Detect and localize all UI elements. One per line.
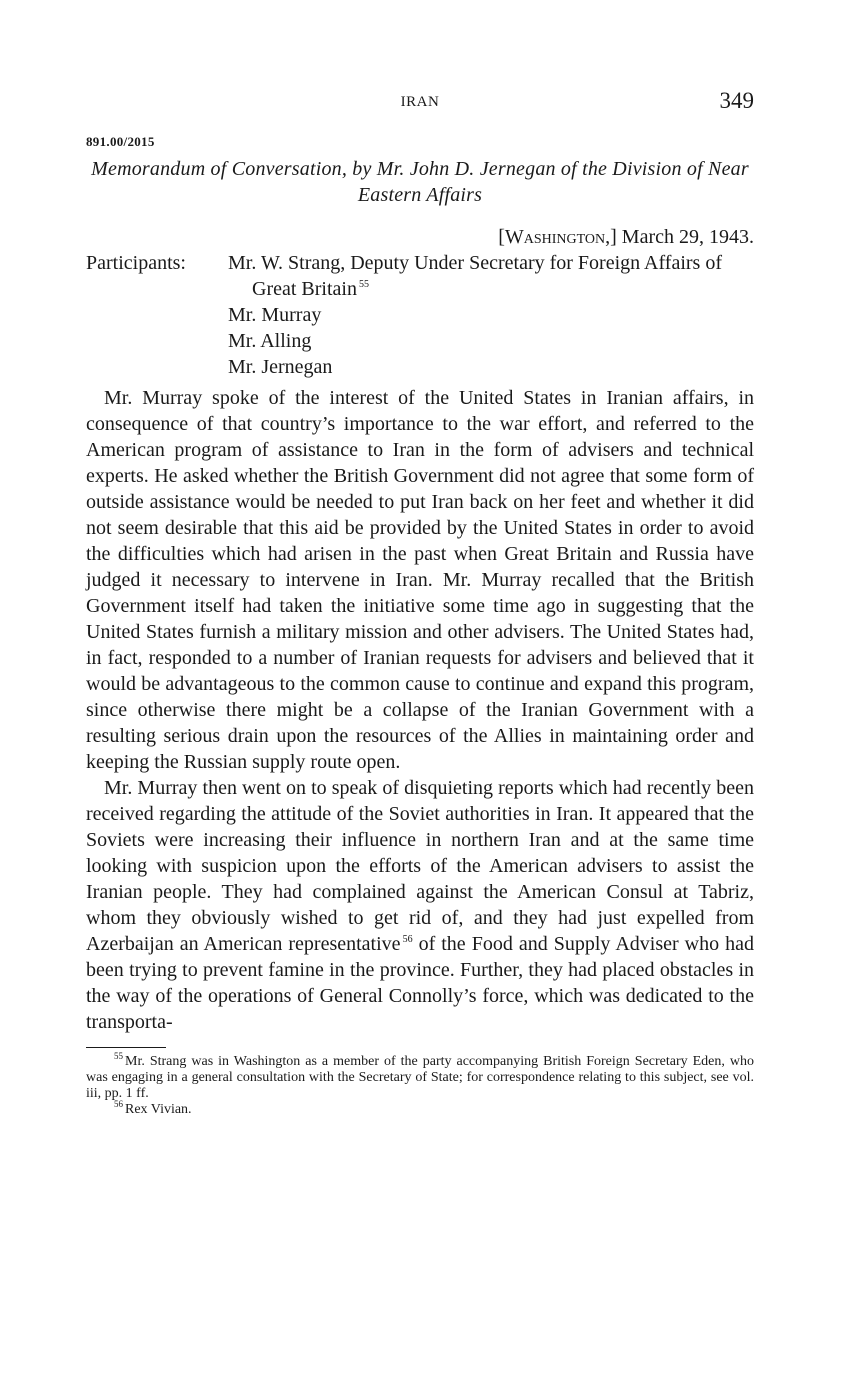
document-title: Memorandum of Conversation, by Mr. John D. Jernegan of the Division of Near Eastern Affairs (91, 158, 749, 206)
memorandum-body (86, 385, 754, 1035)
dateline-date: March 29, 1943. (621, 226, 754, 248)
participants-block (86, 250, 754, 380)
participant-entry: Mr. Jernegan (228, 356, 333, 378)
footnote-text: Mr. Strang was in Washington as a member of the party accompanying British Foreign Secretary Eden, who was engaging in a general consultation with the Secretary of State; for correspondence relating to this subject, see vol. iii, pp. 1 ff. (86, 1054, 754, 1101)
footnote (86, 1051, 754, 1102)
footnote-mark: 56 (114, 1099, 123, 1110)
running-title: IRAN (400, 94, 440, 110)
paragraph-text: Mr. Murray then went on to speak of disquieting reports which had recently been received regarding the attitude of the Soviet authorities in Iran. It appeared that the Soviets were increasing their influence in northern Iran and at the same time looking with suspicion upon the efforts of the American advisers to assist the Iranian people. They had complained against the American Consul at Tabriz, whom they obviously wished to get rid of, and they had just expelled from Azerbaijan an American representative (86, 777, 754, 955)
footnote-reference: 55 (358, 279, 369, 291)
participant-entry (228, 250, 754, 302)
participant-name: Mr. W. Strang, Deputy Under Secretary for Foreign Affairs of Great Britain (228, 252, 722, 300)
participant-entry: Mr. Murray (228, 304, 322, 326)
dateline (86, 224, 754, 250)
file-number: 891.00/2015 (86, 134, 155, 149)
body-paragraph (86, 775, 754, 1035)
footnote-text: Rex Vivian. (125, 1102, 192, 1117)
participants-list (228, 250, 754, 380)
body-paragraph: Mr. Murray spoke of the interest of the United States in Iranian affairs, in consequence of that country’s importance to the war effort, and referred to the American program of assistance to Iran in the form of advisers and technical experts. He asked whether the British Government did not agree that some form of outside assistance would be needed to put Iran back on her feet and whether it did not seem desirable that this aid be provided by the United States in order to avoid the difficulties which had arisen in the past when Great Britain and Russia have judged it necessary to intervene in Iran. Mr. Murray recalled that the British Government itself had taken the initiative some time ago in suggesting that the United States furnish a military mission and other advisers. The United States had, in fact, responded to a number of Iranian requests for advisers and believed that it would be advantageous to the common cause to continue and expand this program, since otherwise there might be a collapse of the Iranian Government with a resulting serious drain upon the resources of the Allies in maintaining order and keeping the Russian supply route open. (86, 387, 754, 773)
participant-entry: Mr. Alling (228, 330, 312, 352)
page-number: 349 (719, 88, 754, 113)
footnote-reference: 56 (402, 934, 413, 946)
footnote (86, 1099, 754, 1118)
running-head (86, 88, 754, 120)
footnotes (86, 1051, 754, 1118)
dateline-place: [Washington,] (498, 226, 617, 248)
participants-label: Participants: (86, 252, 186, 274)
footnote-divider (86, 1047, 166, 1048)
paragraph-text: of the Food and Supply Adviser who had been trying to prevent famine in the province. Further, they had placed obstacles in the way of the operations of General Connolly’s force, which was dedicated to the transporta- (86, 933, 754, 1033)
footnote-mark: 55 (114, 1051, 123, 1062)
document-page (86, 88, 754, 1118)
